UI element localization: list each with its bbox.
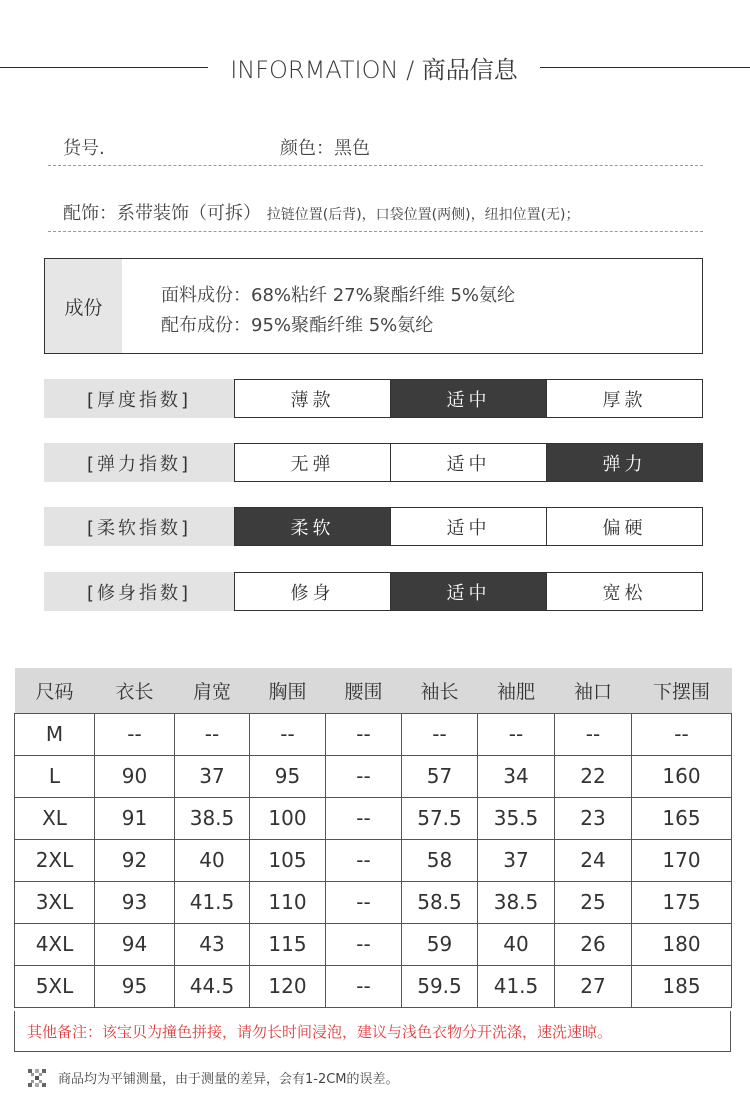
measure-cell: 59.5 [402,965,478,1007]
measure-cell: 58 [402,839,478,881]
measure-cell: 95 [95,965,175,1007]
color-label: 颜色：黑色 [280,138,370,159]
measure-cell: 58.5 [402,881,478,923]
measure-cell: 24 [555,839,632,881]
elasticity-index-row [44,443,703,482]
measure-cell: 26 [555,923,632,965]
column-header: 腰围 [326,668,402,713]
measure-cell: 40 [175,839,250,881]
measure-cell: 105 [250,839,326,881]
index-label: [修身指数] [44,572,234,611]
size-cell: 3XL [15,881,95,923]
composition-label: 成份 [45,259,122,353]
divider [48,165,703,166]
measure-cell: 180 [632,923,732,965]
measure-cell: 43 [175,923,250,965]
measure-cell: 165 [632,797,732,839]
lining-composition: 配布成份：95%聚酯纤维 5%氨纶 [161,315,434,336]
measure-cell: 41.5 [175,881,250,923]
measure-cell: 59 [402,923,478,965]
size-table [14,668,732,1008]
fabric-composition: 面料成份：68%粘纤 27%聚酯纤维 5%氨纶 [161,285,516,306]
index-option-selected: 柔软 [235,508,390,545]
measure-cell: 22 [555,755,632,797]
table-row [15,755,732,797]
measure-cell: -- [175,713,250,755]
column-header: 胸围 [250,668,326,713]
item-number-label: 货号. [63,138,105,159]
index-label: [弹力指数] [44,443,234,482]
column-header: 下摆围 [632,668,732,713]
measure-cell: -- [478,713,555,755]
accessory-detail: 拉链位置(后背)，口袋位置(两侧)，纽扣位置(无)； [266,207,580,223]
measure-cell: 44.5 [175,965,250,1007]
measure-cell: -- [326,965,402,1007]
measure-cell: 90 [95,755,175,797]
index-options [234,443,703,482]
index-label: [厚度指数] [44,379,234,418]
table-row [15,881,732,923]
measure-cell: -- [402,713,478,755]
measure-cell: 94 [95,923,175,965]
column-header: 衣长 [95,668,175,713]
table-row [15,923,732,965]
measure-cell: -- [326,881,402,923]
table-row [15,839,732,881]
index-options [234,379,703,418]
fit-index-row [44,572,703,611]
measure-cell: -- [326,923,402,965]
footer-note [28,1068,399,1087]
thickness-index-row [44,379,703,418]
accessory-main: 配饰：系带装饰（可拆） [63,203,261,224]
measure-cell: 40 [478,923,555,965]
measure-cell: -- [326,839,402,881]
measure-cell: 57 [402,755,478,797]
size-cell: 5XL [15,965,95,1007]
index-option: 薄款 [290,389,335,411]
table-row [15,797,732,839]
measure-cell: 35.5 [478,797,555,839]
index-option: 宽松 [546,573,702,610]
measure-cell: -- [555,713,632,755]
measure-cell: 38.5 [175,797,250,839]
index-option-selected: 适中 [390,380,546,417]
measure-cell: 115 [250,923,326,965]
measure-cell: 25 [555,881,632,923]
size-cell: 4XL [15,923,95,965]
size-cell: 2XL [15,839,95,881]
column-header: 袖肥 [478,668,555,713]
measure-cell: 120 [250,965,326,1007]
table-row [15,965,732,1007]
grid-dots-icon [28,1069,46,1087]
column-header: 尺码 [15,668,95,713]
measure-cell: 185 [632,965,732,1007]
size-cell: M [15,713,95,755]
measure-cell: 100 [250,797,326,839]
measure-cell: 41.5 [478,965,555,1007]
index-options [234,507,703,546]
size-table-header [15,668,732,713]
softness-index-row [44,507,703,546]
measure-cell: 37 [175,755,250,797]
measure-cell: -- [95,713,175,755]
measure-cell: -- [632,713,732,755]
measure-cell: -- [326,797,402,839]
section-title: INFORMATION / 商品信息 [230,56,518,84]
measure-cell: -- [326,755,402,797]
header-line-right [540,67,750,68]
care-note: 其他备注：该宝贝为撞色拼接，请勿长时间浸泡，建议与浅色衣物分开洗涤，速洗速晾。 [14,1011,731,1052]
size-cell: XL [15,797,95,839]
index-option: 厚款 [546,380,702,417]
measure-cell: 38.5 [478,881,555,923]
measure-cell: 23 [555,797,632,839]
measure-cell: 37 [478,839,555,881]
index-option-selected: 弹力 [546,444,702,481]
composition-box [44,258,703,354]
measure-cell: -- [326,713,402,755]
measure-cell: 175 [632,881,732,923]
index-option: 偏硬 [546,508,702,545]
measure-cell: 95 [250,755,326,797]
index-option: 适中 [390,508,546,545]
measure-cell: 91 [95,797,175,839]
index-option: 修身 [290,582,335,604]
measure-cell: 93 [95,881,175,923]
divider [48,231,703,232]
measure-cell: 110 [250,881,326,923]
measure-cell: 92 [95,839,175,881]
index-option: 无弹 [290,453,335,475]
table-row [15,713,732,755]
measure-cell: 160 [632,755,732,797]
measure-cell: 27 [555,965,632,1007]
measure-cell: 57.5 [402,797,478,839]
column-header: 肩宽 [175,668,250,713]
column-header: 袖长 [402,668,478,713]
index-label: [柔软指数] [44,507,234,546]
measure-cell: -- [250,713,326,755]
header-line-left [0,67,208,68]
index-option-selected: 适中 [390,573,546,610]
measure-cell: 34 [478,755,555,797]
index-options [234,572,703,611]
index-option: 适中 [390,444,546,481]
column-header: 袖口 [555,668,632,713]
measure-cell: 170 [632,839,732,881]
accessory-row [63,199,580,225]
size-cell: L [15,755,95,797]
footer-text: 商品均为平铺测量，由于测量的差异，会有1-2CM的误差。 [58,1072,399,1087]
